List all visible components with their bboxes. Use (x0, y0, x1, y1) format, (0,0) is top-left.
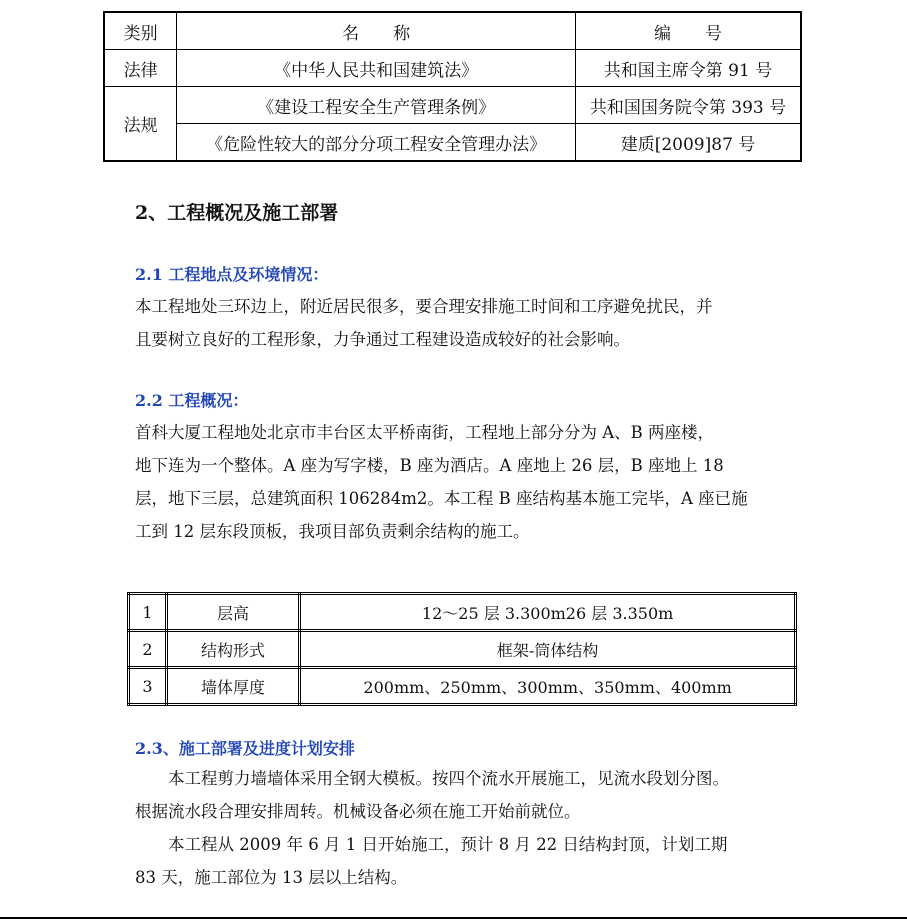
project-spec-table (127, 592, 797, 706)
paragraph-line: 首科大厦工程地处北京市丰台区太平桥南街，工程地上部分分为 A、B 两座楼， (135, 423, 715, 442)
header-name: 名 称 (177, 12, 576, 50)
spec-item: 结构形式 (166, 631, 299, 668)
spec-item: 层高 (166, 594, 299, 631)
subsection-2-1-title: 2.1 工程地点及环境情况： (135, 265, 329, 284)
header-code: 编 号 (576, 12, 801, 50)
category-cell: 法律 (104, 50, 177, 87)
table-row (104, 87, 801, 124)
table-row (129, 631, 796, 668)
subsection-2-3-body (135, 762, 775, 894)
spec-value: 200mm、250mm、300mm、350mm、400mm (300, 668, 796, 705)
header-category: 类别 (104, 12, 177, 50)
paragraph-line: 工到 12 层东段顶板，我项目部负责剩余结构的施工。 (135, 522, 530, 541)
code-cell: 共和国国务院令第 393 号 (576, 87, 801, 124)
spec-value: 框架-筒体结构 (300, 631, 796, 668)
paragraph-line: 本工程剪力墙墙体采用全钢大模板。按四个流水开展施工，见流水段划分图。 (168, 769, 729, 788)
subsection-2-2-body (135, 416, 775, 548)
paragraph-line: 本工程从 2009 年 6 月 1 日开始施工，预计 8 月 22 日结构封顶，计划工期 (168, 835, 728, 854)
name-cell: 《建设工程安全生产管理条例》 (177, 87, 576, 124)
subsection-2-3-title: 2.3、施工部署及进度计划安排 (135, 739, 355, 758)
category-cell: 法规 (104, 87, 177, 162)
paragraph-line: 地下连为一个整体。A 座为写字楼，B 座为酒店。A 座地上 26 层，B 座地上 18 (135, 456, 724, 475)
paragraph-line: 根据流水段合理安排周转。机械设备必须在施工开始前就位。 (135, 802, 581, 821)
table-row (104, 124, 801, 162)
row-number: 3 (129, 668, 167, 705)
spec-value: 12～25 层 3.300m26 层 3.350m (300, 594, 796, 631)
row-number: 2 (129, 631, 167, 668)
name-cell: 《中华人民共和国建筑法》 (177, 50, 576, 87)
subsection-2-2-title: 2.2 工程概况： (135, 391, 249, 410)
table-header-row (104, 12, 801, 50)
code-cell: 建质[2009]87 号 (576, 124, 801, 162)
subsection-2-1-body (135, 290, 775, 356)
table-row (129, 594, 796, 631)
code-cell: 共和国主席令第 91 号 (576, 50, 801, 87)
paragraph-line: 层，地下三层，总建筑面积 106284m2。本工程 B 座结构基本施工完毕，A 座已施 (135, 489, 748, 508)
table-row (129, 668, 796, 705)
table-row (104, 50, 801, 87)
page-bottom-rule (0, 917, 907, 919)
spec-item: 墙体厚度 (166, 668, 299, 705)
section-title: 2、工程概况及施工部署 (135, 202, 339, 224)
row-number: 1 (129, 594, 167, 631)
paragraph-line: 且要树立良好的工程形象，力争通过工程建设造成较好的社会影响。 (135, 330, 630, 349)
paragraph-line: 本工程地处三环边上，附近居民很多，要合理安排施工时间和工序避免扰民，并 (135, 297, 713, 316)
legal-basis-table (103, 11, 802, 162)
paragraph-line: 83 天，施工部位为 13 层以上结构。 (135, 868, 408, 887)
name-cell: 《危险性较大的部分分项工程安全管理办法》 (177, 124, 576, 162)
